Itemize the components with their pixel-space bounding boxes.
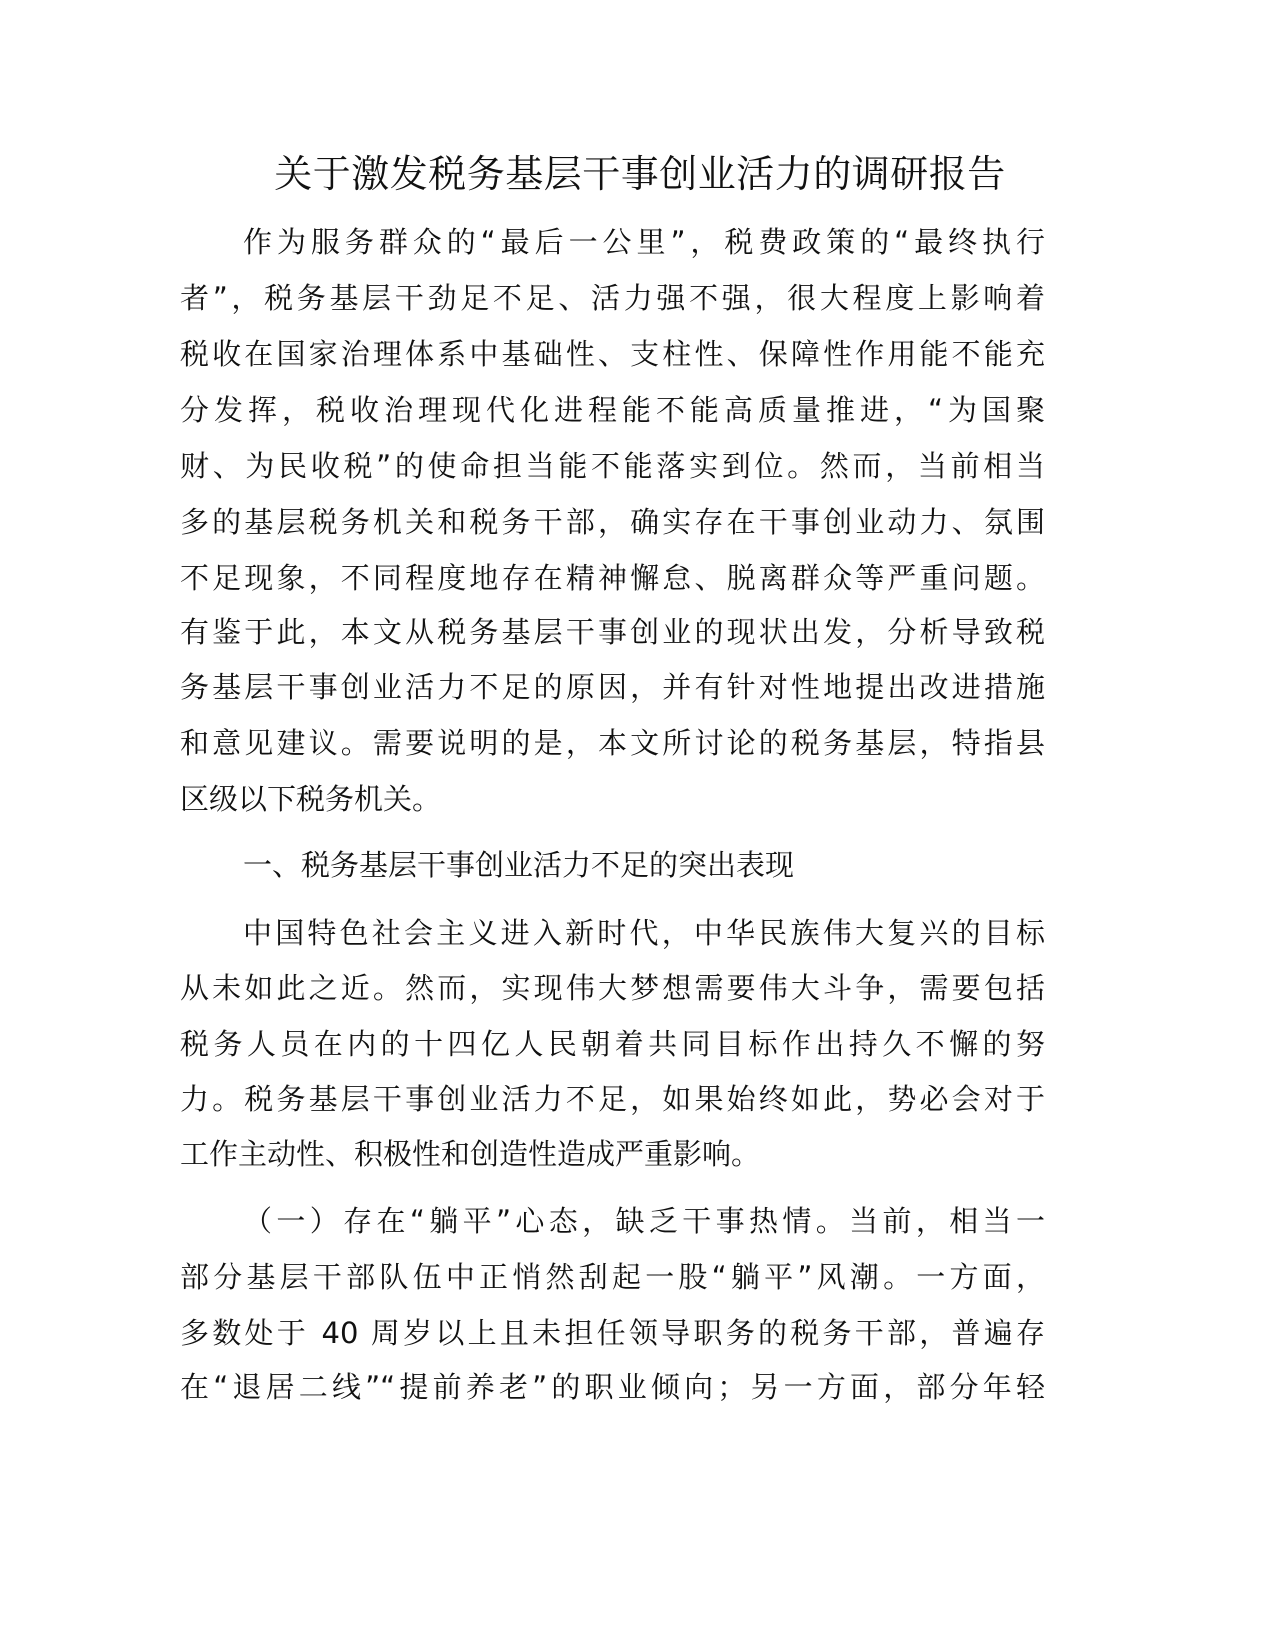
paragraph-line: 税务人员在内的十四亿人民朝着共同目标作出持久不懈的努 [180, 1027, 1045, 1061]
paragraph-line: 税收在国家治理体系中基础性、支柱性、保障性作用能不能充 [180, 337, 1045, 371]
paragraph-line: 和意见建议。需要说明的是，本文所讨论的税务基层，特指县 [180, 726, 1045, 760]
paragraph-line: 在“退居二线”“提前养老”的职业倾向；另一方面，部分年轻 [180, 1370, 1045, 1404]
paragraph-line: 分发挥，税收治理现代化进程能不能高质量推进，“为国聚 [180, 393, 1045, 427]
paragraph-line: 部分基层干部队伍中正悄然刮起一股“躺平”风潮。一方面， [180, 1260, 1045, 1294]
paragraph-line: 财、为民收税”的使命担当能不能落实到位。然而，当前相当 [180, 449, 1045, 483]
paragraph-line: 力。税务基层干事创业活力不足，如果始终如此，势必会对于 [180, 1082, 1045, 1116]
paragraph-line: 区级以下税务机关。 [180, 782, 442, 816]
paragraph-line: 不足现象，不同程度地存在精神懈怠、脱离群众等严重问题。 [180, 561, 1045, 595]
document-title: 关于激发税务基层干事创业活力的调研报告 [274, 152, 1006, 196]
paragraph-line: 多的基层税务机关和税务干部，确实存在干事创业动力、氛围 [180, 505, 1045, 539]
paragraph-line: 作为服务群众的“最后一公里”，税费政策的“最终执行 [243, 225, 1045, 259]
paragraph-line: 者”，税务基层干劲足不足、活力强不强，很大程度上影响着 [180, 281, 1045, 315]
paragraph-line: 工作主动性、积极性和创造性造成严重影响。 [180, 1137, 761, 1171]
section-heading: 一、税务基层干事创业活力不足的突出表现 [243, 848, 795, 882]
paragraph-line: 从未如此之近。然而，实现伟大梦想需要伟大斗争，需要包括 [180, 971, 1045, 1005]
paragraph-line: 多数处于 40 周岁以上且未担任领导职务的税务干部，普遍存 [180, 1316, 1045, 1350]
paragraph-line: （一）存在“躺平”心态，缺乏干事热情。当前，相当一 [243, 1204, 1045, 1238]
paragraph-line: 务基层干事创业活力不足的原因，并有针对性地提出改进措施 [180, 670, 1045, 704]
paragraph-line: 有鉴于此，本文从税务基层干事创业的现状出发，分析导致税 [180, 615, 1045, 649]
paragraph-line: 中国特色社会主义进入新时代，中华民族伟大复兴的目标 [243, 916, 1045, 950]
